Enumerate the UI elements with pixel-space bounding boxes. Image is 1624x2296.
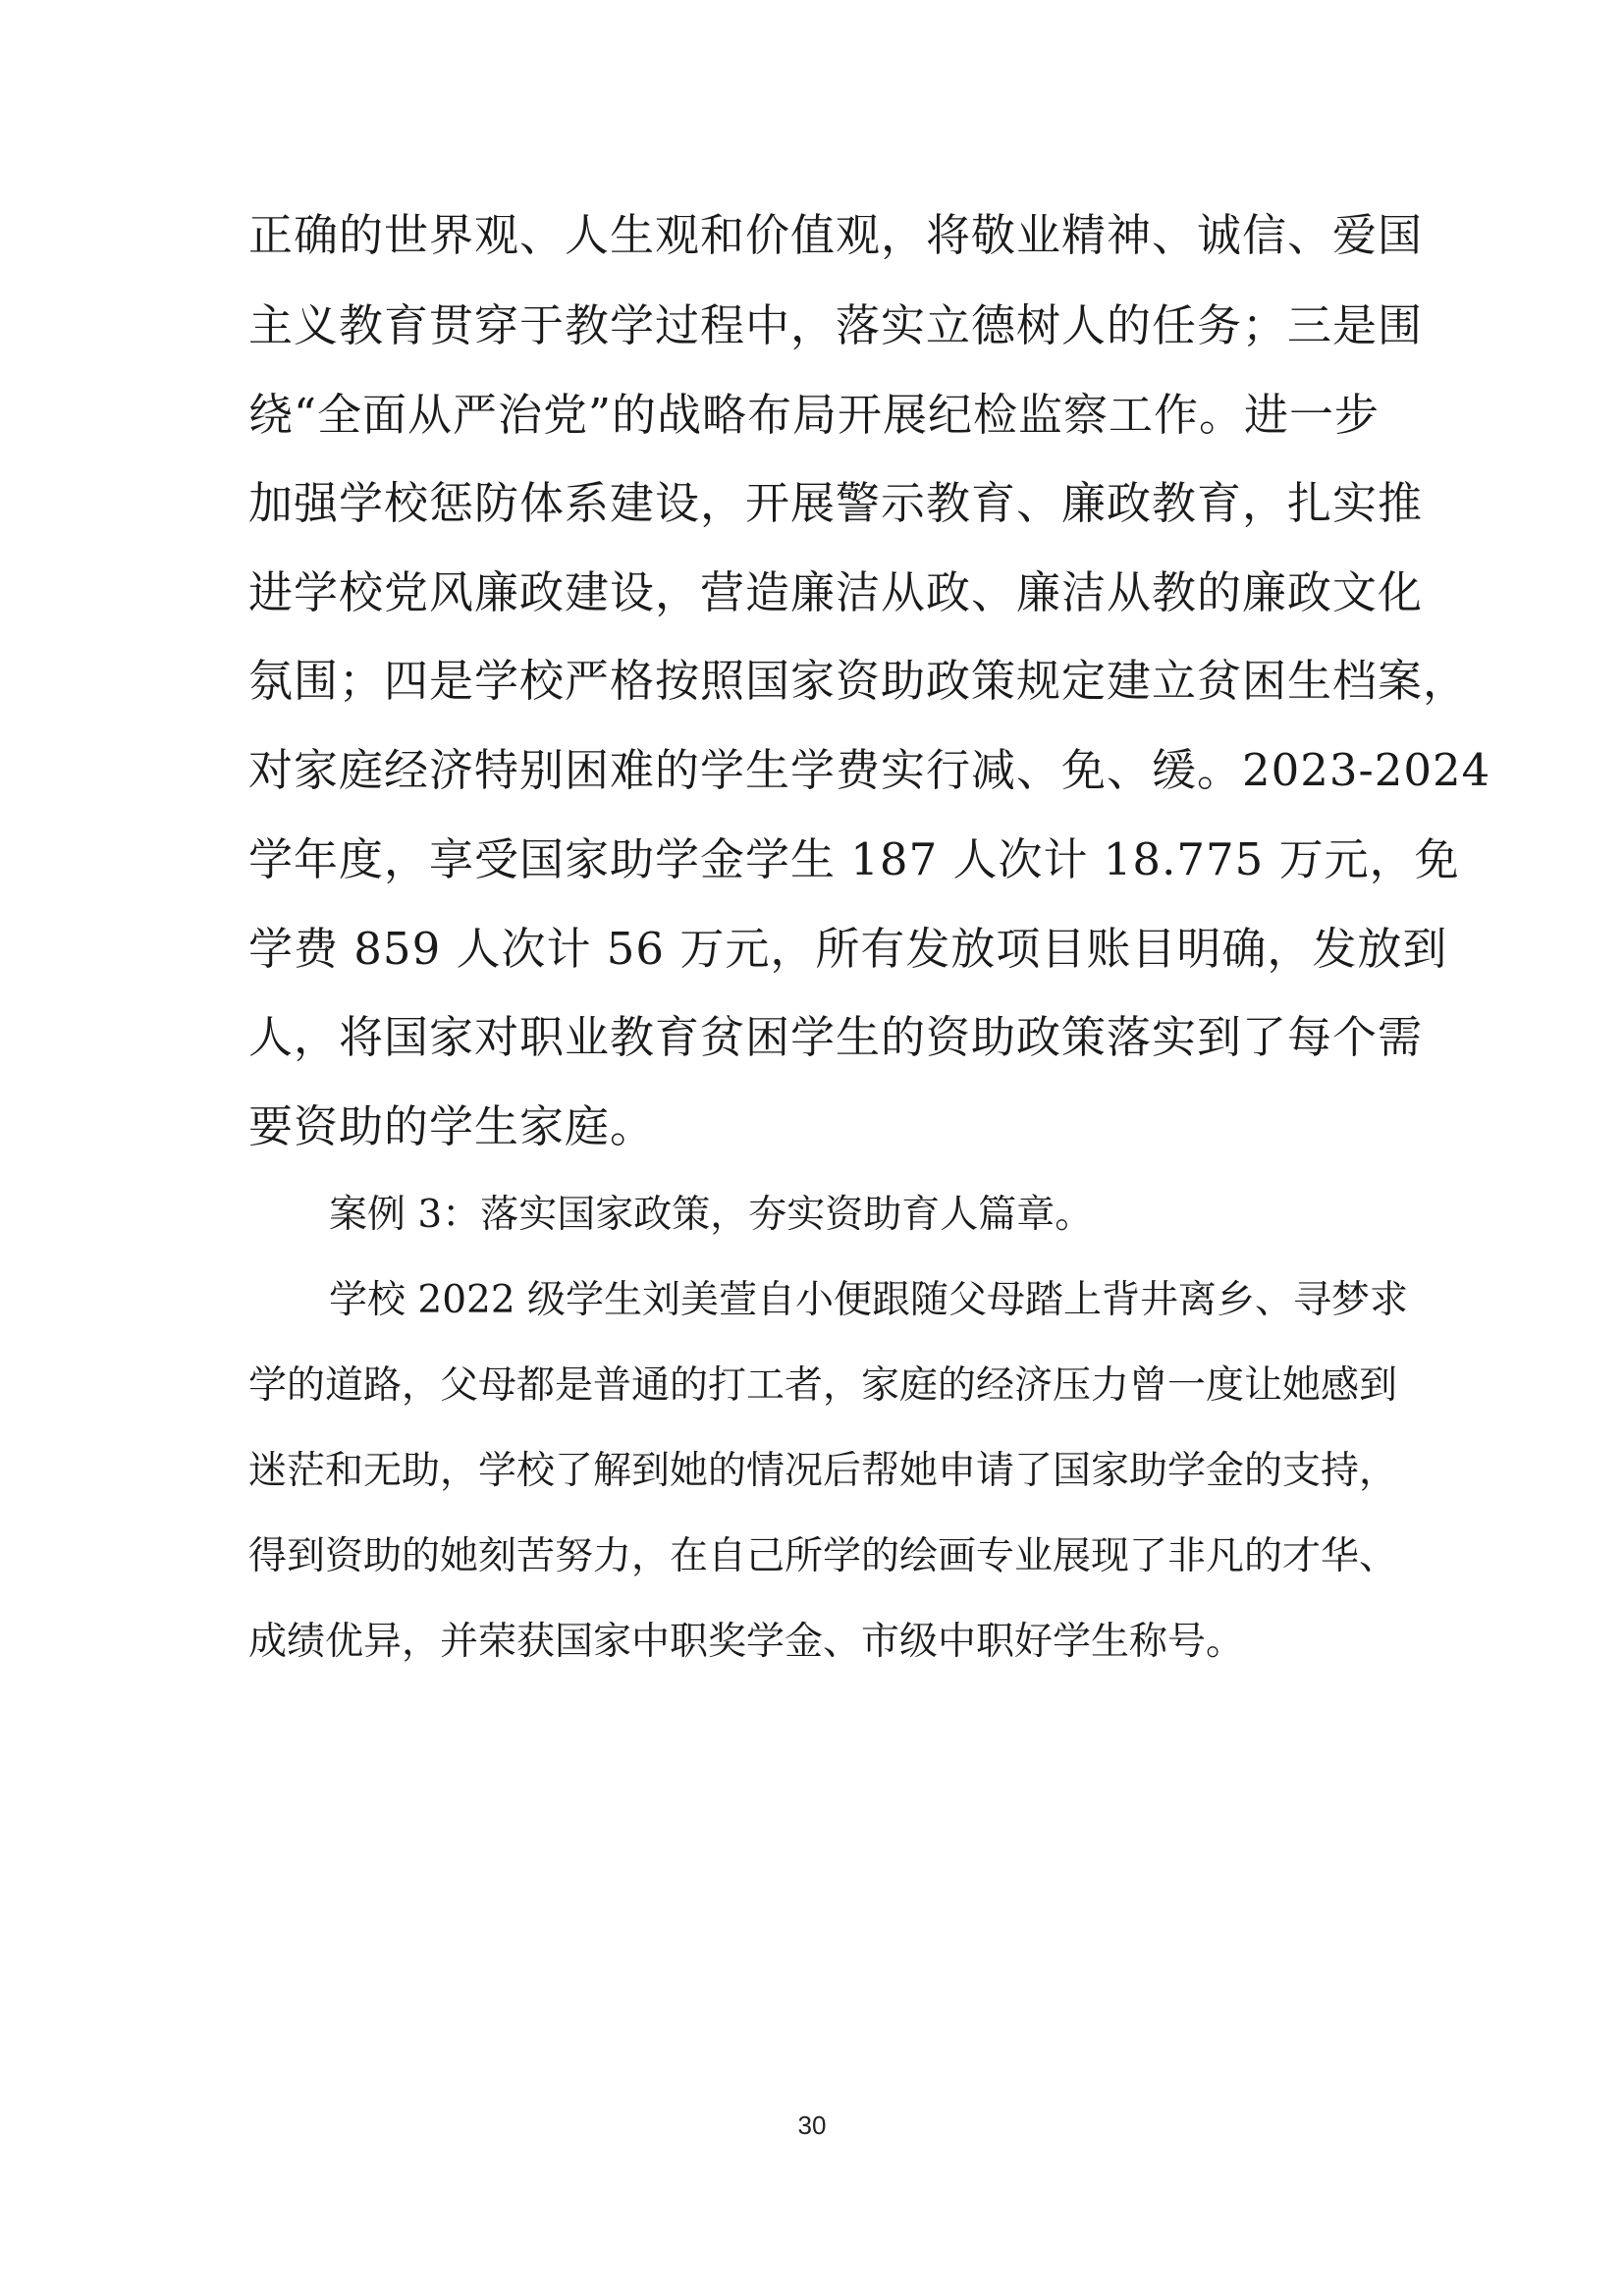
paragraph-line: 学校 2022 级学生刘美萱自小便跟随父母踏上背井离乡、寻梦求: [329, 1278, 1409, 1322]
page-number: 30: [797, 2110, 827, 2140]
paragraph-line: 学费 859 人次计 56 万元，所有发放项目账目明确，发放到: [248, 923, 1448, 975]
paragraph-line: 加强学校惩防体系建设，开展警示教育、廉政教育，扎实推: [248, 477, 1424, 529]
case-heading: 案例 3：落实国家政策，夯实资助育人篇章。: [329, 1193, 1094, 1237]
paragraph-line: 绕“全面从严治党”的战略布局开展纪检监察工作。进一步: [248, 389, 1380, 441]
paragraph-line: 得到资助的她刻苦努力，在自己所学的绘画专业展现了非凡的才华、: [248, 1534, 1398, 1578]
paragraph-line: 人，将国家对职业教育贫困学生的资助政策落实到了每个需: [248, 1011, 1424, 1063]
paragraph-line: 主义教育贯穿于教学过程中，落实立德树人的任务；三是围: [248, 299, 1424, 351]
paragraph-line: 氛围；四是学校严格按照国家资助政策规定建立贫困生档案，: [248, 655, 1469, 707]
paragraph-line: 要资助的学生家庭。: [248, 1100, 656, 1152]
paragraph-line: 对家庭经济特别困难的学生学费实行减、免、缓。2023-2024: [248, 744, 1491, 796]
paragraph-line: 进学校党风廉政建设，营造廉洁从政、廉洁从教的廉政文化: [248, 566, 1424, 618]
paragraph-line: 成绩优异，并荣获国家中职奖学金、市级中职好学生称号。: [248, 1620, 1245, 1664]
paragraph-line: 学的道路，父母都是普通的打工者，家庭的经济压力曾一度让她感到: [248, 1363, 1398, 1408]
paragraph-line: 学年度，享受国家助学金学生 187 人次计 18.775 万元，免: [248, 833, 1460, 885]
paragraph-line: 迷茫和无助，学校了解到她的情况后帮她申请了国家助学金的支持，: [248, 1449, 1398, 1493]
paragraph-line: 正确的世界观、人生观和价值观，将敬业精神、诚信、爱国: [248, 209, 1424, 261]
